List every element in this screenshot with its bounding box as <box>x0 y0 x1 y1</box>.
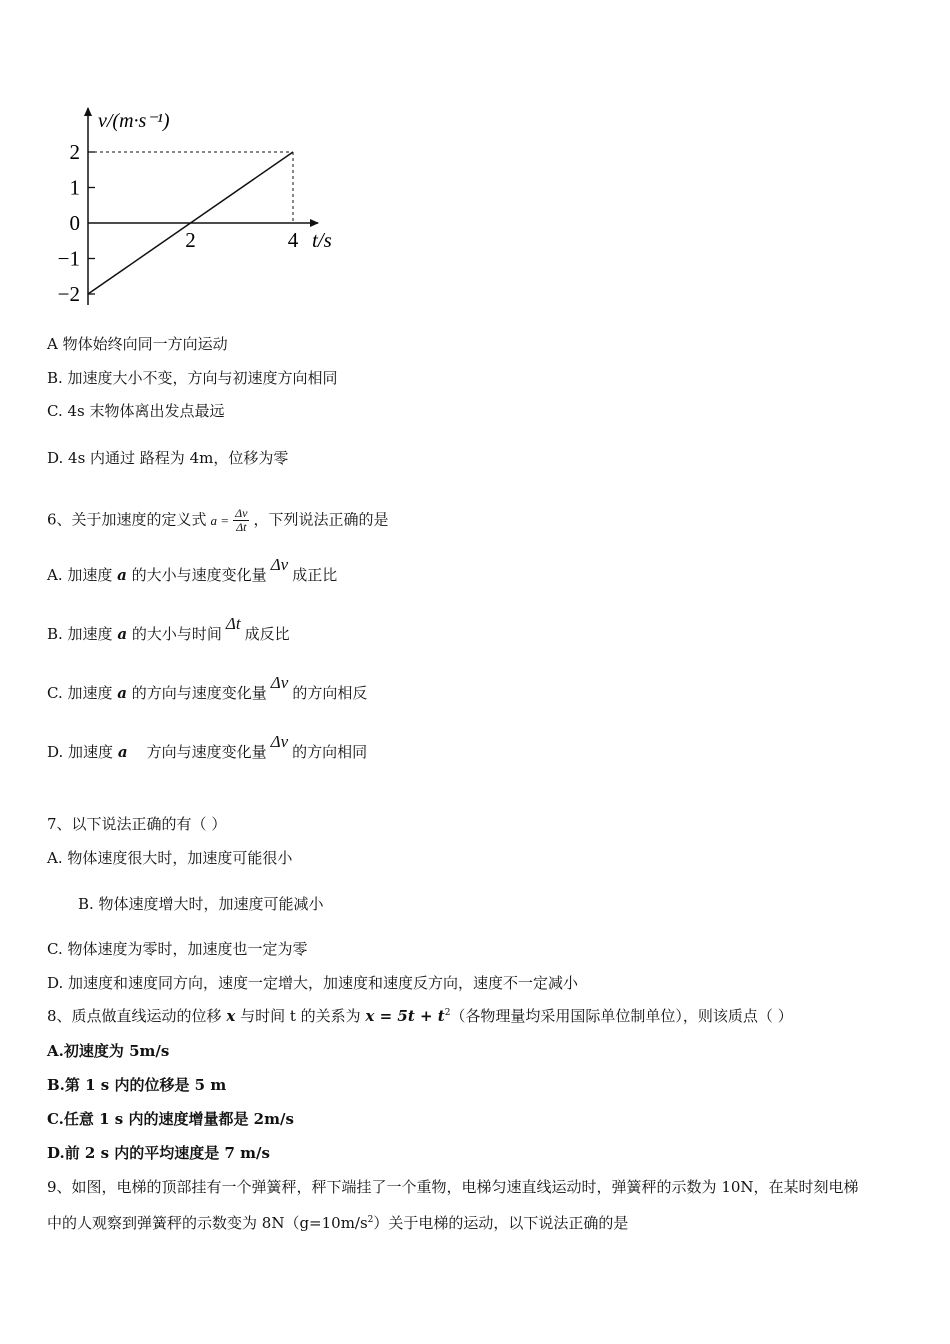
q7-option-a: A. 物体速度很大时，加速度可能很小 <box>47 849 293 867</box>
q8-option-c: C.任意 1 s 内的速度增量都是 2m/s <box>47 1110 294 1128</box>
y-axis-label: v/(m·s⁻¹) <box>98 110 170 132</box>
q6-option-b: B. 加速度 a 的大小与时间Δt成反比 <box>47 614 290 643</box>
q8-stem: 8、质点做直线运动的位移 x 与时间 t 的关系为 $x = 5t + t^2$（各物理量均采用国际单位制单位），则该质点（ ） <box>47 1007 793 1025</box>
y-tick-label: 0 <box>69 211 80 235</box>
q6-stem: 6、关于加速度的定义式 a = $\frac{\Delta v}{\Delta t}$ ，下列说法正确的是 <box>47 506 389 534</box>
q7-option-b: B. 物体速度增大时，加速度可能减小 <box>78 895 324 913</box>
x-axis-label: t/s <box>312 228 332 252</box>
x-tick-label: 4 <box>287 228 299 252</box>
y-tick-label: 1 <box>69 175 80 200</box>
q5-option-b: B. 加速度大小不变，方向与初速度方向相同 <box>47 369 338 387</box>
y-tick-label: −2 <box>57 282 80 306</box>
y-tick-label: 2 <box>69 140 80 164</box>
q6-option-a: A. 加速度 a 的大小与速度变化量Δv成正比 <box>47 555 338 584</box>
q5-option-a: A 物体始终向同一方向运动 <box>47 335 228 353</box>
q6-fraction: $\frac{\Delta v}{\Delta t}$ <box>235 506 248 534</box>
q6-option-c: C. 加速度 a 的方向与速度变化量Δv的方向相反 <box>47 673 368 702</box>
x-tick-label: 2 <box>185 228 196 252</box>
q8-option-b: B.第 1 s 内的位移是 5 m <box>47 1076 227 1094</box>
q9-line-2: 中的人观察到弹簧秤的示数变为 $8N(g=10m/s^2)$关于电梯的运动，以下说法正确的是 <box>47 1214 629 1232</box>
q8-option-d: D.前 2 s 内的平均速度是 7 m/s <box>47 1144 270 1162</box>
q7-stem: 7、以下说法正确的有（ ） <box>47 815 227 833</box>
q7-option-c: C. 物体速度为零时，加速度也一定为零 <box>47 940 308 958</box>
q8-option-a: A.初速度为 5m/s <box>47 1042 170 1060</box>
q9-line-1: 9、如图，电梯的顶部挂有一个弹簧秤，秤下端挂了一个重物，电梯匀速直线运动时，弹簧秤的示数为 10N，在某时刻电梯 <box>47 1178 859 1196</box>
y-tick-label: −1 <box>57 246 80 271</box>
q5-option-d: D. 4s 内通过 路程为 4m，位移为零 <box>47 449 289 467</box>
q7-option-d: D. 加速度和速度同方向，速度一定增大，加速度和速度反方向，速度不一定减小 <box>47 974 579 992</box>
q6-option-d: D. 加速度 a 方向与速度变化量Δv的方向相同 <box>47 732 368 761</box>
q5-option-c: C. 4s 末物体离出发点最远 <box>47 402 225 420</box>
vt-graph <box>40 100 400 320</box>
